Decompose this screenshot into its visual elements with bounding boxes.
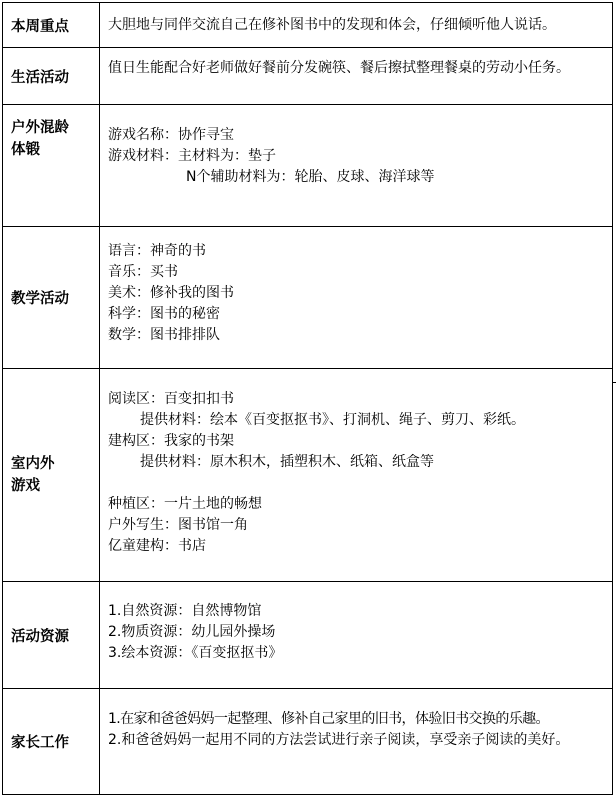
- games-planting-area: 种植区：一片土地的畅想: [108, 496, 262, 512]
- games-spacer: [108, 473, 606, 494]
- games-reading-area: 阅读区：百变扣扣书: [108, 391, 234, 407]
- label-teaching: 教学活动: [3, 227, 100, 369]
- label-games-line-1: 室内外: [11, 456, 55, 472]
- games-outdoor-sketch: 户外写生：图书馆一角: [108, 517, 248, 533]
- teaching-art: 美术：修补我的图书: [108, 285, 234, 301]
- outdoor-aux-materials: N个辅助材料为：轮胎、皮球、海洋球等: [186, 169, 435, 185]
- content-resources: [100, 582, 613, 689]
- games-yitong-building: 亿童建构：书店: [108, 538, 206, 554]
- teaching-math: 数学：图书排排队: [108, 327, 220, 343]
- weekly-focus-text: 大胆地与同伴交流自己在修补图书中的发现和体会，仔细倾听他人说话。: [108, 16, 556, 33]
- row-games: [3, 369, 613, 582]
- teaching-science: 科学：图书的秘密: [108, 306, 220, 322]
- content-outdoor-exercise: [100, 105, 613, 227]
- label-family: 家长工作: [3, 689, 100, 795]
- row-outdoor-exercise: [3, 105, 613, 227]
- content-games: [100, 369, 613, 582]
- content-teaching: [100, 227, 613, 369]
- family-item-2: 2.和爸爸妈妈一起用不同的方法尝试进行亲子阅读，享受亲子阅读的美好。: [108, 732, 570, 748]
- label-resources: 活动资源: [3, 582, 100, 689]
- outdoor-game-materials: 游戏材料：主材料为：垫子: [108, 148, 276, 164]
- content-family: [100, 689, 613, 795]
- row-resources: [3, 582, 613, 689]
- games-reading-materials: 提供材料：绘本《百变抠抠书》、打洞机、绳子、剪刀、彩纸。: [140, 412, 525, 428]
- games-building-area: 建构区：我家的书架: [108, 433, 234, 449]
- outdoor-game-name: 游戏名称：协作寻宝: [108, 127, 234, 143]
- content-life-activity: [100, 48, 613, 105]
- resource-natural: 1.自然资源：自然博物馆: [108, 603, 262, 619]
- family-item-1: 1.在家和爸爸妈妈一起整理、修补自己家里的旧书，体验旧书交换的乐趣。: [108, 711, 549, 727]
- label-life-activity: 生活活动: [3, 48, 100, 105]
- row-family: [3, 689, 613, 795]
- row-life-activity: [3, 48, 613, 105]
- label-outdoor-line-1: 户外混龄: [11, 120, 69, 136]
- teaching-language: 语言：神奇的书: [108, 243, 206, 259]
- label-games: [3, 369, 100, 582]
- life-activity-text: 值日生能配合好老师做好餐前分发碗筷、餐后擦拭整理餐桌的劳动小任务。: [108, 60, 570, 76]
- weekly-plan-table: [2, 2, 613, 795]
- teaching-music: 音乐：买书: [108, 264, 178, 280]
- label-games-line-2: 游戏: [11, 478, 40, 494]
- resource-picture-book: 3.绘本资源：《百变抠抠书》: [108, 645, 283, 661]
- label-outdoor-exercise: [3, 105, 100, 227]
- resource-material: 2.物质资源：幼儿园外操场: [108, 624, 276, 640]
- games-building-materials: 提供材料：原木积木，插塑积木、纸箱、纸盒等: [140, 454, 434, 470]
- row-weekly-focus: [3, 3, 613, 48]
- content-weekly-focus: [100, 3, 613, 48]
- label-weekly-focus: 本周重点: [3, 3, 100, 48]
- label-outdoor-line-2: 体锻: [11, 142, 40, 158]
- row-teaching: [3, 227, 613, 369]
